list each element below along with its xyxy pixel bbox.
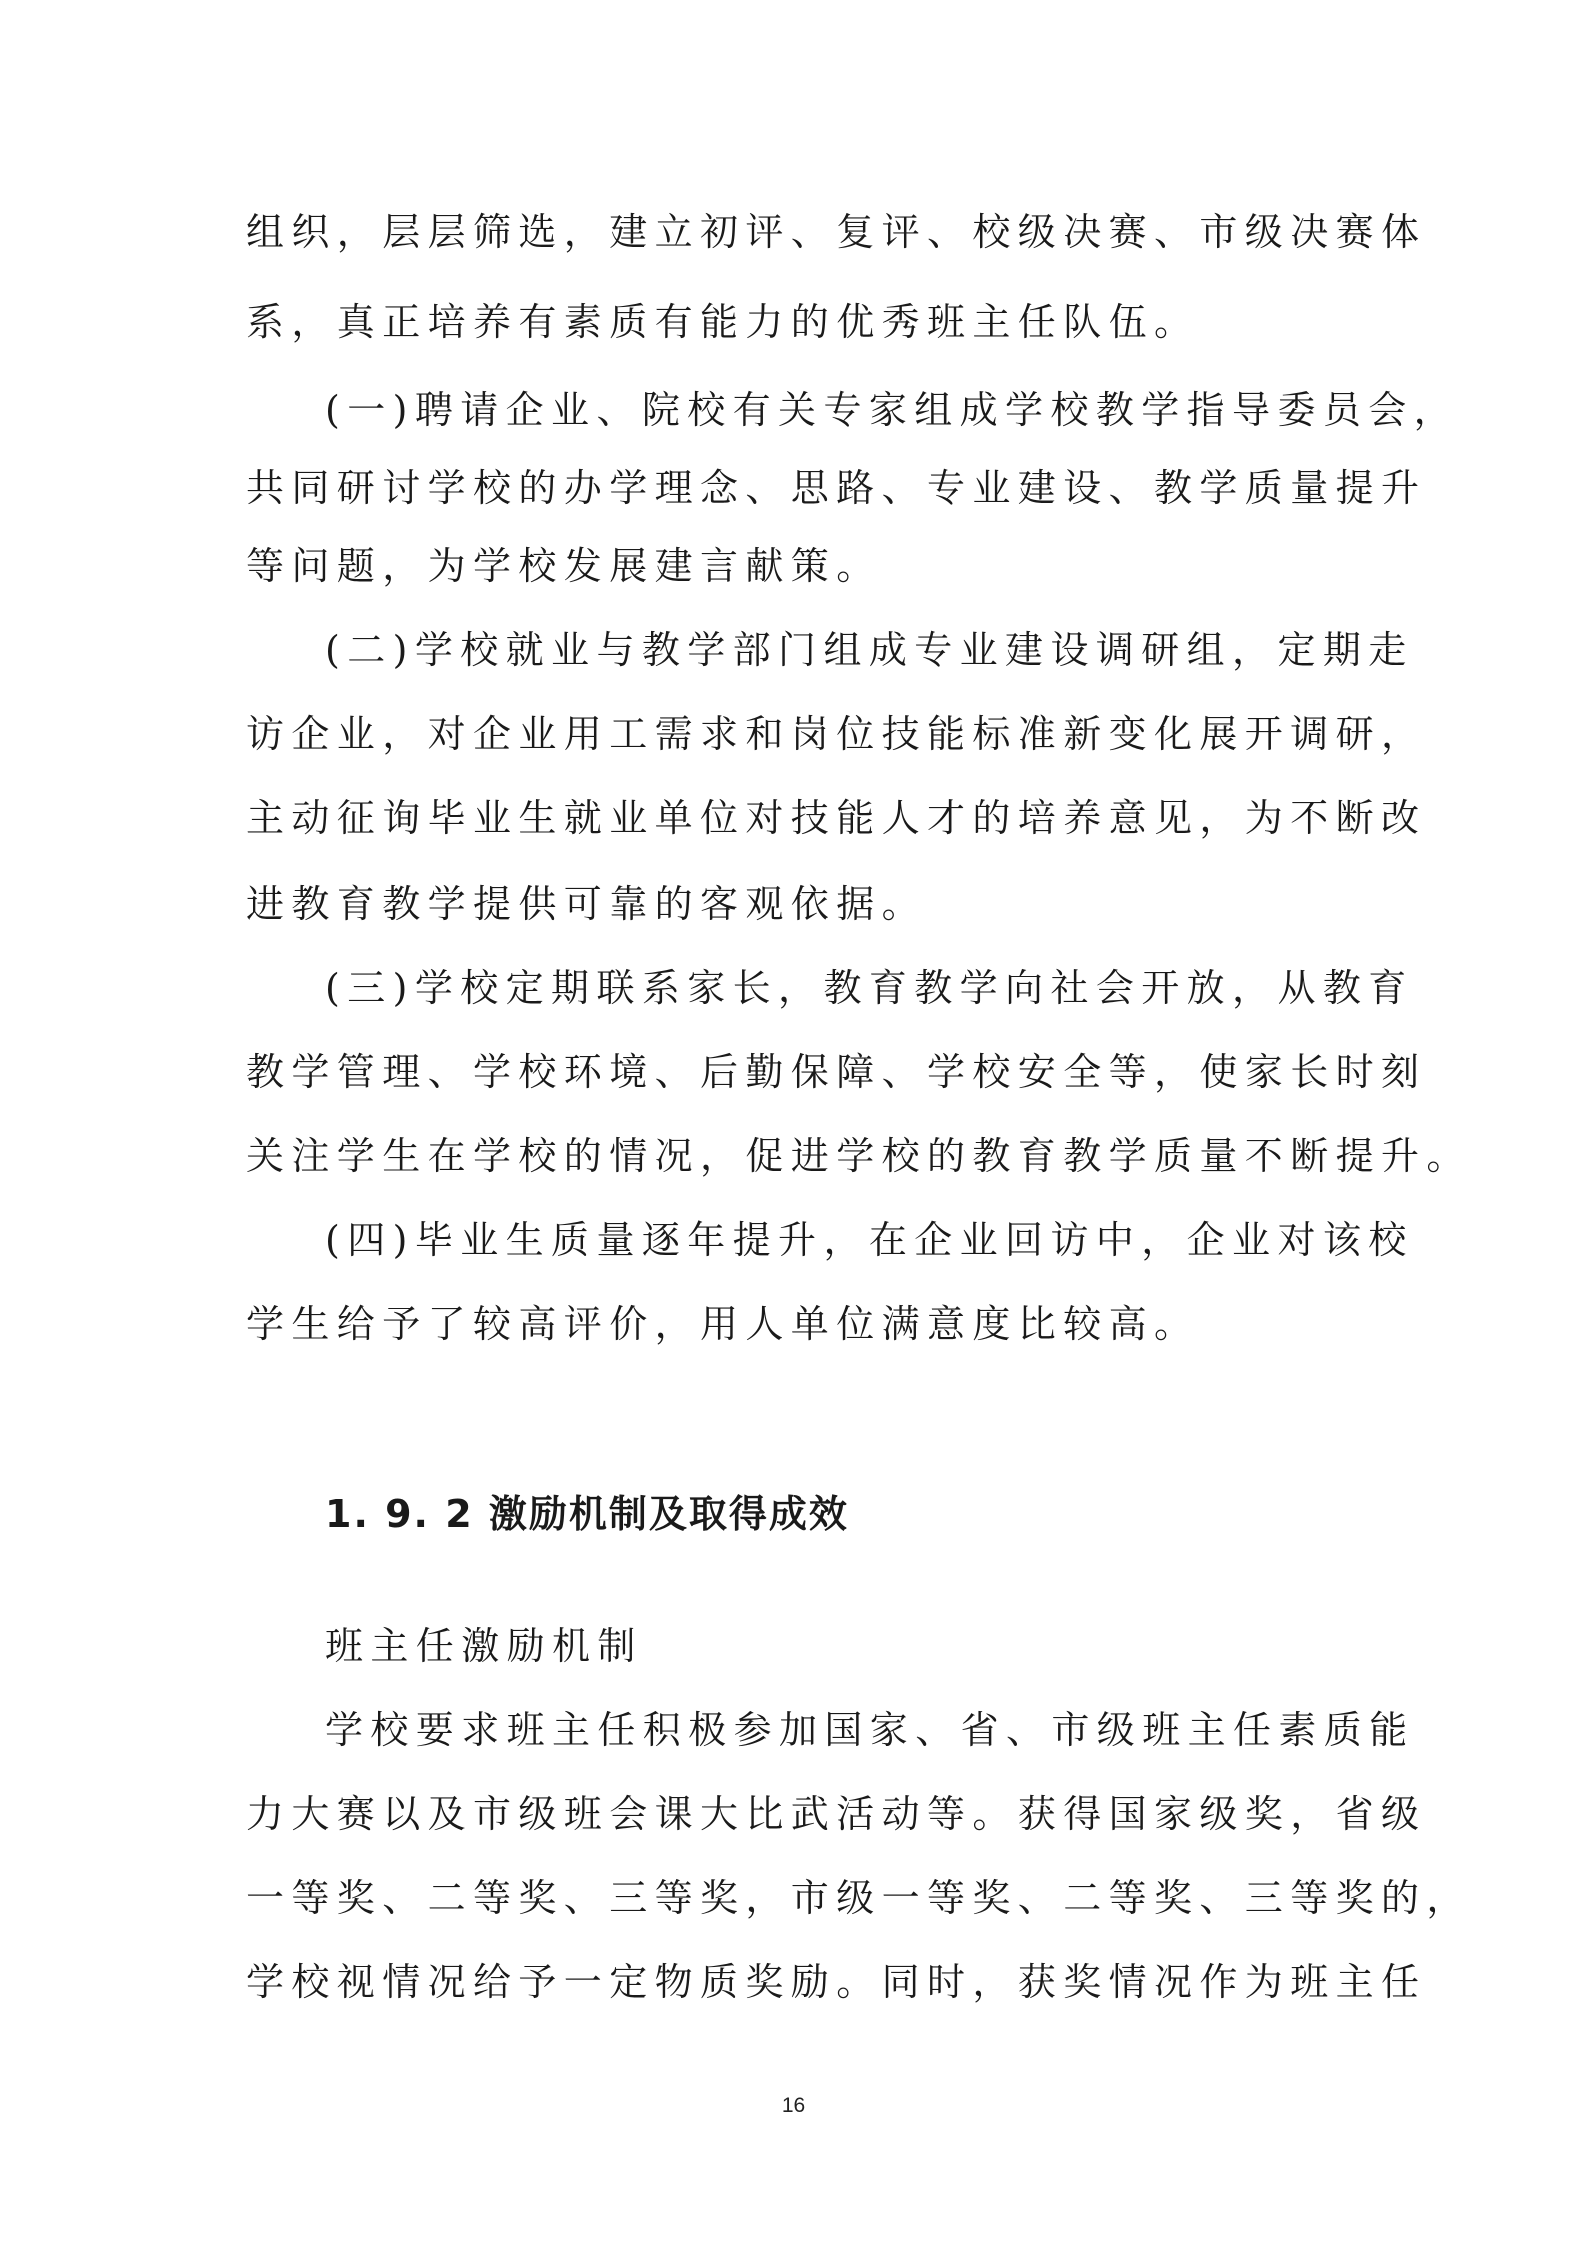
list-item-2-line: 进教育教学提供可靠的客观依据。: [246, 882, 928, 926]
body-text-line: 学校要求班主任积极参加国家、省、市级班主任素质能: [325, 1708, 1415, 1752]
list-item-3-line: 关注学生在学校的情况，促进学校的教育教学质量不断提升。: [246, 1134, 1472, 1178]
subsection-title: 班主任激励机制: [325, 1624, 643, 1668]
list-item-2-line: 访企业，对企业用工需求和岗位技能标准新变化展开调研，: [246, 712, 1427, 756]
list-item-1-line: 等问题，为学校发展建言献策。: [246, 544, 882, 588]
list-item-3-line: 教学管理、学校环境、后勤保障、学校安全等，使家长时刻: [246, 1050, 1427, 1094]
page-number: 16: [781, 2094, 806, 2117]
body-text-line: 系，真正培养有素质有能力的优秀班主任队伍。: [246, 300, 1200, 344]
section-heading: 1. 9. 2 激励机制及取得成效: [325, 1492, 849, 1536]
list-item-1-line: (一)聘请企业、院校有关专家组成学校教学指导委员会，: [325, 388, 1460, 432]
list-item-2-line: 主动征询毕业生就业单位对技能人才的培养意见，为不断改: [246, 796, 1427, 840]
list-item-4-line: (四)毕业生质量逐年提升，在企业回访中，企业对该校: [325, 1218, 1414, 1262]
list-item-1-line: 共同研讨学校的办学理念、思路、专业建设、教学质量提升: [246, 466, 1427, 510]
body-text-line: 学校视情况给予一定物质奖励。同时，获奖情况作为班主任: [246, 1960, 1427, 2004]
body-text-line: 力大赛以及市级班会课大比武活动等。获得国家级奖，省级: [246, 1792, 1427, 1836]
list-item-3-line: (三)学校定期联系家长，教育教学向社会开放，从教育: [325, 966, 1414, 1010]
list-item-4-line: 学生给予了较高评价，用人单位满意度比较高。: [246, 1302, 1200, 1346]
body-text-line: 一等奖、二等奖、三等奖，市级一等奖、二等奖、三等奖的，: [246, 1876, 1472, 1920]
list-item-2-line: (二)学校就业与教学部门组成专业建设调研组，定期走: [325, 628, 1414, 672]
body-text-line: 组织，层层筛选，建立初评、复评、校级决赛、市级决赛体: [246, 210, 1427, 254]
